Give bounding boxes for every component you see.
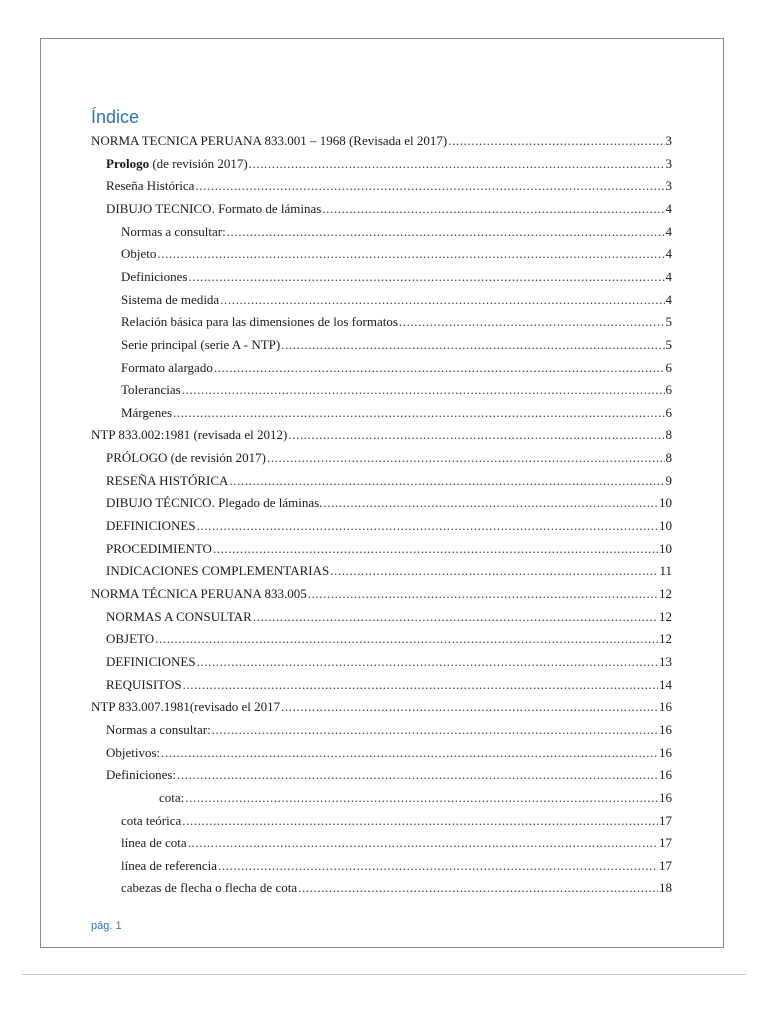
toc-entry[interactable] bbox=[121, 244, 672, 264]
toc-entry-label bbox=[106, 629, 154, 649]
toc-entry-label-text: DIBUJO TECNICO. Formato de láminas bbox=[106, 200, 322, 216]
toc-entry[interactable] bbox=[106, 448, 672, 468]
toc-entry-page: 4 bbox=[665, 246, 672, 262]
toc-leader-dots bbox=[182, 811, 658, 831]
toc-entry-label bbox=[121, 856, 217, 876]
toc-entry[interactable] bbox=[106, 652, 672, 672]
toc-entry-label-text: NTP 833.007.1981(revisado el 2017 bbox=[91, 699, 281, 715]
toc-entry-label bbox=[121, 358, 213, 378]
toc-entry-label-text: RESEÑA HISTÓRICA bbox=[106, 472, 229, 488]
toc-entry-label bbox=[106, 516, 196, 536]
toc-entry[interactable] bbox=[91, 131, 672, 151]
toc-leader-dots bbox=[267, 448, 665, 468]
table-of-contents bbox=[41, 39, 723, 947]
toc-entry-label-text: DIBUJO TÉCNICO. Plegado de láminas. bbox=[106, 495, 323, 511]
document-page bbox=[40, 38, 724, 948]
toc-entry[interactable] bbox=[121, 878, 672, 898]
toc-leader-dots bbox=[213, 539, 658, 559]
toc-entry-label-text: DEFINICIONES bbox=[106, 518, 196, 534]
toc-leader-dots bbox=[161, 743, 658, 763]
toc-entry-label bbox=[91, 425, 287, 445]
toc-entry-label bbox=[121, 833, 187, 853]
toc-entry-page: 3 bbox=[665, 155, 672, 171]
toc-entry-page: 16 bbox=[659, 744, 672, 760]
toc-entry[interactable] bbox=[106, 561, 672, 581]
toc-entry-label-text: REQUISITOS bbox=[106, 676, 182, 692]
toc-entry-label bbox=[106, 471, 228, 491]
toc-leader-dots bbox=[188, 267, 664, 287]
toc-entry-page: 4 bbox=[665, 291, 672, 307]
toc-leader-dots bbox=[185, 788, 658, 808]
toc-entry-label bbox=[121, 380, 181, 400]
toc-entry-label bbox=[121, 222, 226, 242]
toc-leader-dots bbox=[155, 629, 658, 649]
toc-entry-label-text: DEFINICIONES bbox=[106, 653, 196, 669]
toc-entry-page: 9 bbox=[665, 472, 672, 488]
toc-entry-label-text: INDICACIONES COMPLEMENTARIAS bbox=[106, 563, 330, 579]
toc-entry-page: 16 bbox=[659, 767, 672, 783]
toc-entry[interactable] bbox=[121, 358, 672, 378]
toc-entry-label-text: Serie principal (serie A - NTP) bbox=[121, 336, 281, 352]
toc-entry-label bbox=[121, 403, 172, 423]
toc-entry-page: 17 bbox=[659, 835, 672, 851]
toc-entry[interactable] bbox=[91, 584, 672, 604]
toc-entry-label bbox=[106, 448, 266, 468]
toc-leader-dots bbox=[229, 471, 664, 491]
toc-entry-label bbox=[121, 267, 187, 287]
toc-leader-dots bbox=[253, 607, 658, 627]
toc-entry[interactable] bbox=[106, 154, 672, 174]
toc-entry[interactable] bbox=[106, 743, 672, 763]
toc-entry-label-text: NORMA TECNICA PERUANA 833.001 – 1968 (Revisada el 2017) bbox=[91, 133, 448, 148]
toc-entry-page: 5 bbox=[665, 336, 672, 352]
toc-entry-label-text: Objeto bbox=[121, 246, 157, 262]
toc-entry-page: 16 bbox=[659, 699, 672, 715]
toc-entry-label-text: PROCEDIMIENTO bbox=[106, 540, 212, 556]
toc-leader-dots bbox=[298, 878, 658, 898]
toc-entry-label bbox=[121, 878, 297, 898]
toc-leader-dots bbox=[195, 176, 664, 196]
toc-leader-dots bbox=[323, 493, 658, 513]
toc-entry[interactable] bbox=[106, 720, 672, 740]
toc-entry-page: 12 bbox=[659, 586, 672, 601]
toc-title: Índice bbox=[91, 107, 140, 127]
toc-entry-label-text: Márgenes bbox=[121, 404, 173, 420]
toc-entry-page: 10 bbox=[659, 540, 672, 556]
toc-entry-label bbox=[106, 493, 322, 513]
toc-entry-label bbox=[106, 176, 194, 196]
toc-entry-page: 4 bbox=[665, 268, 672, 284]
toc-entry-page: 5 bbox=[665, 314, 672, 330]
toc-entry-label bbox=[121, 290, 219, 310]
toc-leader-dots bbox=[188, 833, 658, 853]
toc-entry-label bbox=[106, 199, 321, 219]
toc-entry[interactable] bbox=[106, 629, 672, 649]
toc-entry-label-text: línea de cota bbox=[121, 835, 187, 851]
toc-entry[interactable] bbox=[106, 675, 672, 695]
toc-entry[interactable] bbox=[159, 788, 672, 808]
toc-entry-label-text: OBJETO bbox=[106, 631, 155, 647]
toc-entry[interactable] bbox=[121, 811, 672, 831]
toc-leader-dots bbox=[157, 244, 664, 264]
page-number-footer: pág. 1 bbox=[91, 920, 122, 932]
toc-entry[interactable] bbox=[106, 176, 672, 196]
toc-entry-label-text: Sistema de medida bbox=[121, 291, 220, 307]
toc-entry-page: 6 bbox=[665, 382, 672, 398]
toc-entry-label-text: cota: bbox=[159, 789, 185, 805]
toc-entry[interactable] bbox=[121, 222, 672, 242]
toc-entry-label-text: línea de referencia bbox=[121, 857, 217, 873]
toc-entry[interactable] bbox=[106, 493, 672, 513]
toc-entry[interactable] bbox=[91, 425, 672, 445]
toc-entry[interactable] bbox=[106, 765, 672, 785]
toc-leader-dots bbox=[212, 720, 658, 740]
toc-entry-label-text: NTP 833.002:1981 (revisada el 2012) bbox=[91, 427, 288, 443]
toc-entry-label-text: NORMAS A CONSULTAR bbox=[106, 608, 252, 624]
toc-entry-page: 6 bbox=[665, 359, 672, 375]
toc-entry-label-text: Definiciones: bbox=[106, 767, 177, 783]
toc-entry-page: 8 bbox=[665, 427, 672, 443]
toc-entry-label bbox=[121, 312, 398, 332]
toc-entry-label bbox=[106, 154, 248, 174]
toc-entry-label bbox=[106, 561, 329, 581]
toc-entry-page: 10 bbox=[659, 495, 672, 511]
toc-entry-label bbox=[106, 675, 182, 695]
toc-leader-dots bbox=[308, 584, 658, 604]
toc-entry-label-text: cota teórica bbox=[121, 812, 182, 828]
toc-leader-dots bbox=[177, 765, 658, 785]
toc-entry[interactable] bbox=[121, 403, 672, 423]
toc-entry-page: 16 bbox=[659, 789, 672, 805]
toc-leader-dots bbox=[227, 222, 665, 242]
toc-entry-label-text: Formato alargado bbox=[121, 359, 213, 375]
toc-entry-page: 3 bbox=[665, 178, 672, 194]
toc-entry-label-text: (de revisión 2017) bbox=[149, 155, 248, 171]
toc-leader-dots bbox=[220, 290, 664, 310]
toc-entry-label bbox=[106, 765, 176, 785]
toc-entry-label-text: PRÓLOGO (de revisión 2017) bbox=[106, 450, 266, 466]
toc-entry-page: 16 bbox=[659, 721, 672, 737]
toc-leader-dots bbox=[330, 561, 658, 581]
toc-entry-page: 3 bbox=[665, 133, 672, 148]
toc-entry-label-text: Reseña Histórica bbox=[106, 178, 195, 194]
toc-entry-page: 13 bbox=[659, 653, 672, 669]
toc-entry[interactable] bbox=[121, 290, 672, 310]
toc-entry-label bbox=[106, 720, 211, 740]
toc-leader-dots bbox=[322, 199, 664, 219]
toc-entry-label-text: Normas a consultar: bbox=[121, 223, 226, 239]
toc-leader-dots bbox=[214, 358, 665, 378]
toc-entry-label-text: Tolerancias bbox=[121, 382, 181, 398]
toc-entry-label-text: NORMA TÉCNICA PERUANA 833.005 bbox=[91, 586, 307, 601]
toc-entry-page: 17 bbox=[659, 857, 672, 873]
toc-entry-label bbox=[106, 652, 196, 672]
toc-leader-dots bbox=[197, 516, 658, 536]
toc-entry-page: 4 bbox=[665, 200, 672, 216]
page-divider bbox=[22, 974, 746, 975]
toc-entry-label bbox=[106, 743, 160, 763]
toc-leader-dots bbox=[448, 131, 664, 151]
toc-leader-dots bbox=[183, 675, 658, 695]
toc-entry[interactable] bbox=[121, 335, 672, 355]
toc-entry-page: 4 bbox=[665, 223, 672, 239]
toc-entry[interactable] bbox=[121, 380, 672, 400]
toc-entry-page: 6 bbox=[665, 404, 672, 420]
toc-entry-label bbox=[91, 697, 280, 717]
toc-leader-dots bbox=[281, 335, 664, 355]
toc-entry-page: 10 bbox=[659, 518, 672, 534]
toc-leader-dots bbox=[197, 652, 658, 672]
toc-entry-label bbox=[121, 244, 156, 264]
toc-leader-dots bbox=[399, 312, 665, 332]
toc-leader-dots bbox=[249, 154, 665, 174]
toc-leader-dots bbox=[182, 380, 665, 400]
toc-leader-dots bbox=[218, 856, 658, 876]
toc-entry-page: 18 bbox=[659, 880, 672, 896]
toc-entry-label bbox=[91, 584, 307, 604]
toc-entry[interactable] bbox=[121, 267, 672, 287]
toc-entry-page: 12 bbox=[659, 631, 672, 647]
toc-entry[interactable] bbox=[121, 856, 672, 876]
toc-entry[interactable] bbox=[106, 607, 672, 627]
toc-entry-label-text: cabezas de flecha o flecha de cota bbox=[121, 880, 298, 896]
toc-entry-page: 17 bbox=[659, 812, 672, 828]
toc-entry-label bbox=[121, 335, 280, 355]
toc-entry[interactable] bbox=[106, 539, 672, 559]
toc-entry[interactable] bbox=[121, 833, 672, 853]
toc-entry[interactable] bbox=[91, 697, 672, 717]
toc-entry-label-text: Definiciones bbox=[121, 268, 188, 284]
toc-entry-page: 8 bbox=[665, 450, 672, 466]
toc-entry-label bbox=[106, 607, 252, 627]
toc-entry[interactable] bbox=[106, 199, 672, 219]
toc-entry-label bbox=[159, 788, 184, 808]
toc-entry[interactable] bbox=[121, 312, 672, 332]
toc-entry-page: 12 bbox=[659, 608, 672, 624]
toc-entry-label bbox=[106, 539, 212, 559]
toc-entry-page: 11 bbox=[659, 563, 672, 579]
toc-leader-dots bbox=[173, 403, 664, 423]
toc-entry-label bbox=[121, 811, 181, 831]
toc-entry-label-text: Relación básica para las dimensiones de los formatos bbox=[121, 314, 398, 330]
toc-entry-page: 14 bbox=[659, 676, 672, 692]
toc-entry[interactable] bbox=[106, 471, 672, 491]
toc-entry-label-bold: Prologo bbox=[106, 155, 150, 171]
toc-entry-label-text: Objetivos: bbox=[106, 744, 161, 760]
toc-entry-label-text: Normas a consultar: bbox=[106, 721, 211, 737]
toc-entry[interactable] bbox=[106, 516, 672, 536]
toc-leader-dots bbox=[288, 425, 664, 445]
toc-leader-dots bbox=[281, 697, 658, 717]
toc-entry-label bbox=[91, 131, 447, 151]
